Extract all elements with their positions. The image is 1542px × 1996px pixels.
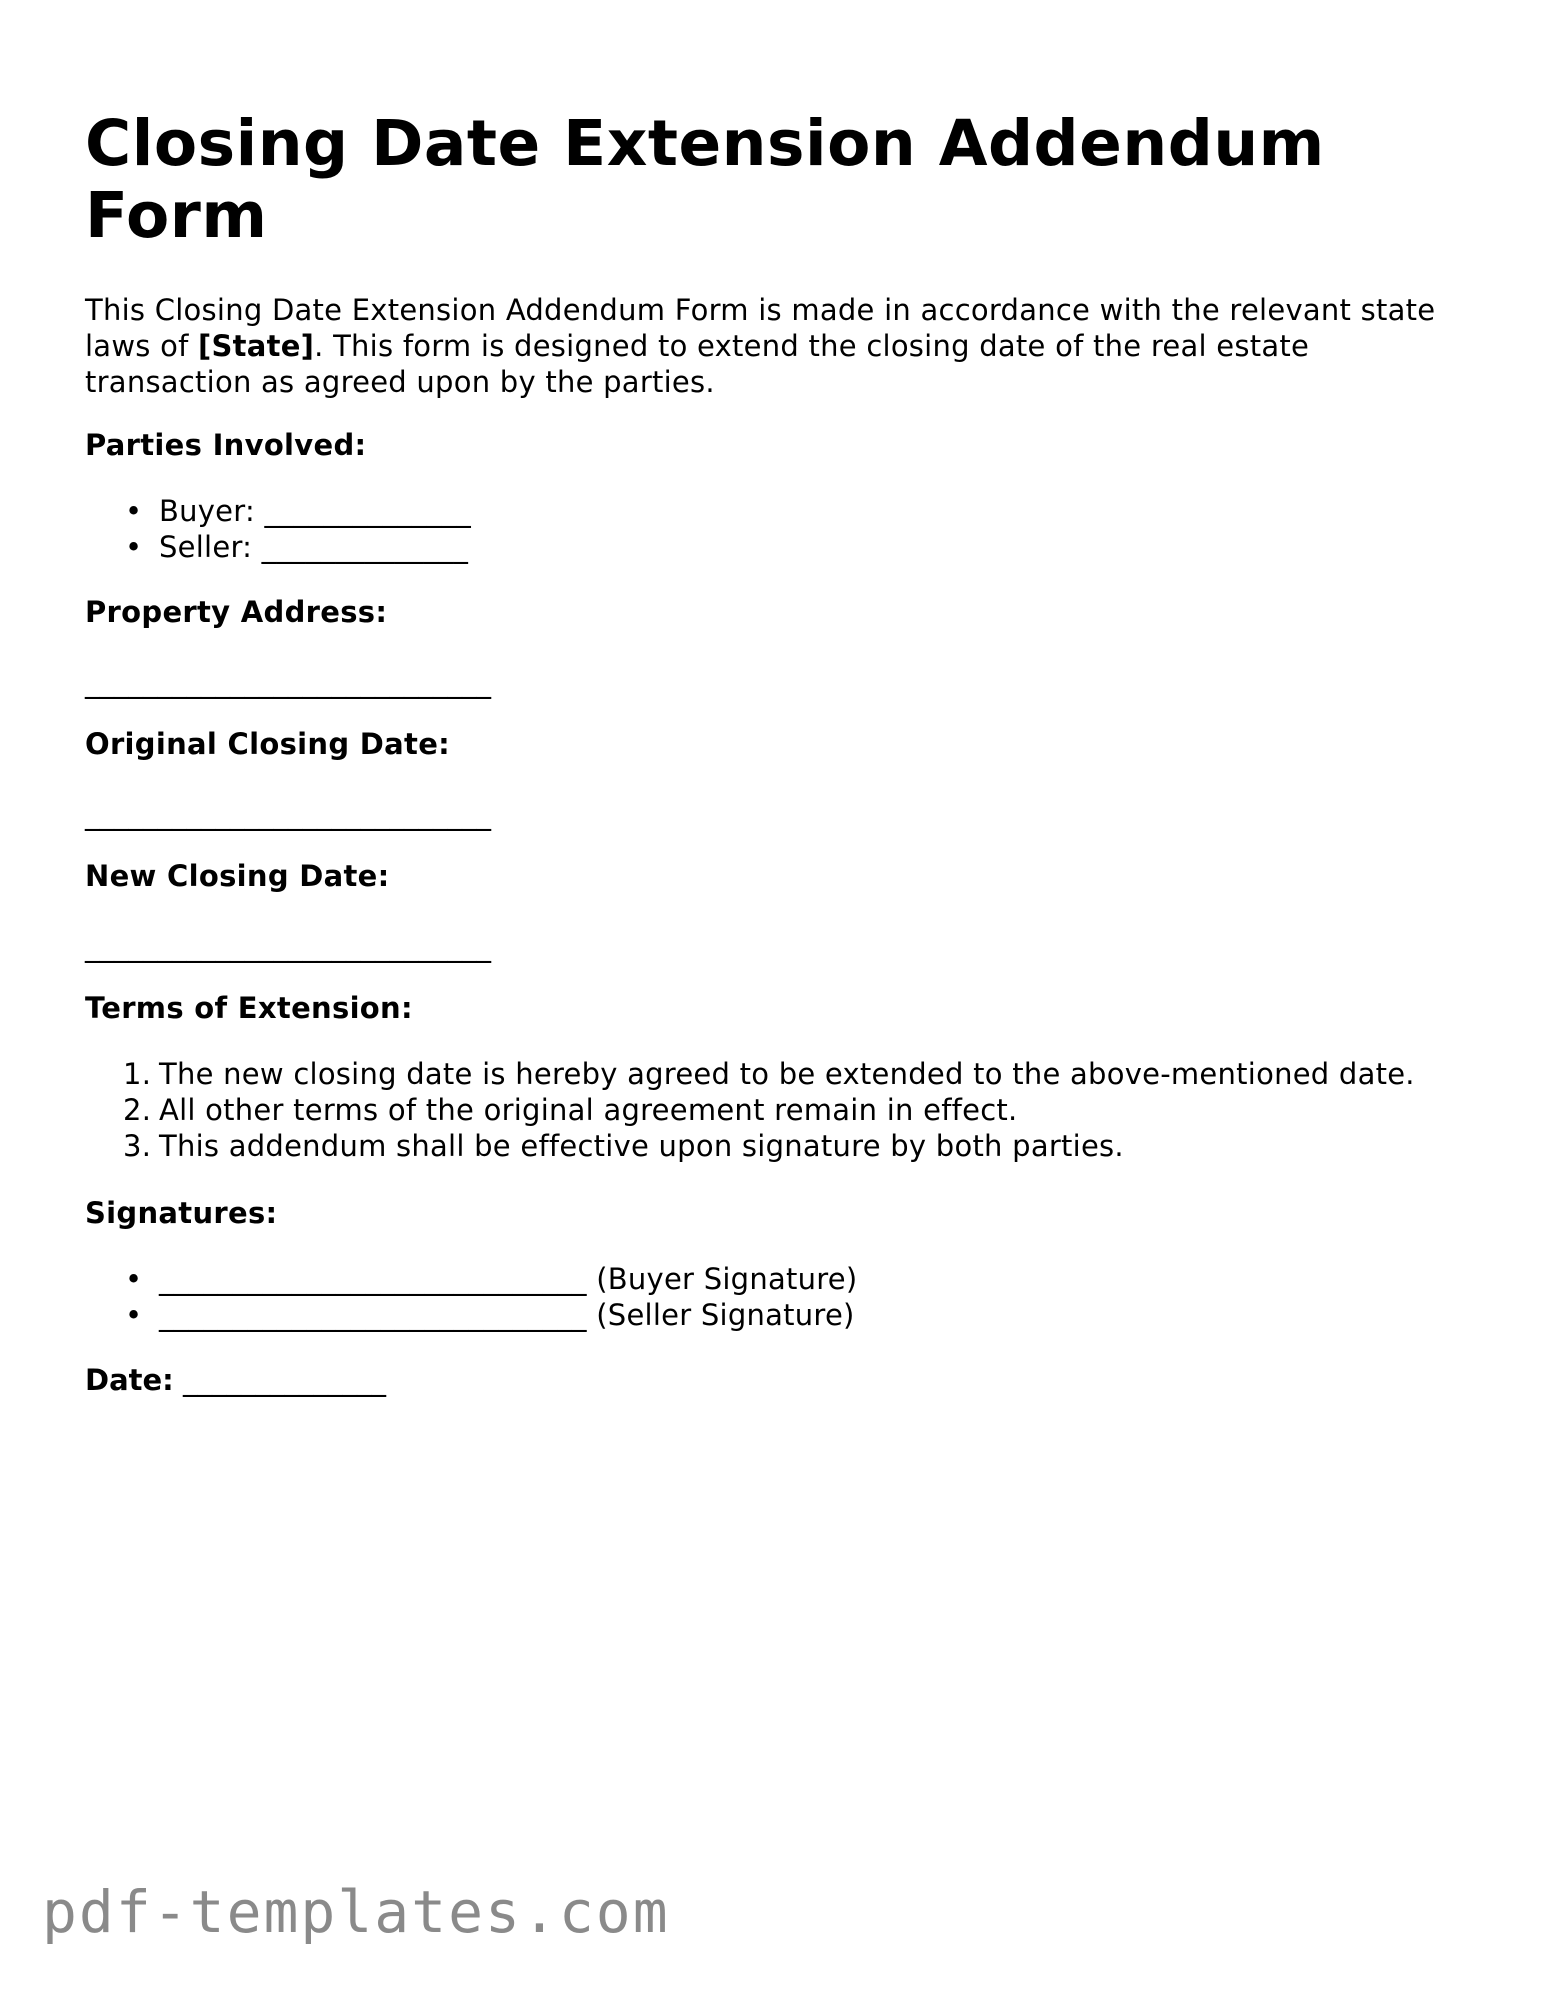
terms-item-text: The new closing date is hereby agreed to be extended to the above-mentioned date. xyxy=(159,1057,1415,1091)
terms-item-text: All other terms of the original agreement remain in effect. xyxy=(159,1093,1018,1127)
seller-name-field[interactable]: ______________ xyxy=(261,530,469,564)
state-placeholder: [State] xyxy=(198,329,315,363)
terms-item-number: 3. xyxy=(123,1129,152,1163)
terms-item-text: This addendum shall be effective upon signature by both parties. xyxy=(159,1129,1124,1163)
signatures-heading: Signatures: xyxy=(85,1196,278,1230)
intro-text-end: . This form is designed to extend the closing date of the real estate transaction as agreed upon by the parties. xyxy=(85,329,1310,399)
property-address-field[interactable]: ____________________________ xyxy=(85,665,491,699)
new-closing-date-field[interactable]: ____________________________ xyxy=(85,929,491,963)
party-seller-label: Seller: xyxy=(159,530,253,564)
original-closing-date-field[interactable]: ____________________________ xyxy=(85,797,491,831)
date-row xyxy=(85,1362,386,1398)
party-buyer xyxy=(85,493,471,529)
property-address-heading: Property Address: xyxy=(85,595,388,629)
bullet-icon: • xyxy=(125,1298,143,1332)
buyer-name-field[interactable]: ______________ xyxy=(264,494,471,528)
date-label: Date: xyxy=(85,1363,174,1397)
seller-signature-field[interactable]: _____________________________ xyxy=(159,1298,587,1332)
bullet-icon: • xyxy=(125,494,143,528)
party-buyer-label: Buyer: xyxy=(159,494,255,528)
party-seller xyxy=(85,529,471,565)
parties-heading: Parties Involved: xyxy=(85,428,367,462)
intro-text-start: This Closing Date Extension Addendum Form is made in accordance with the relevant state laws of xyxy=(85,293,1436,363)
terms-item-number: 1. xyxy=(123,1057,152,1091)
buyer-signature-label: (Buyer Signature) xyxy=(596,1262,858,1296)
intro-paragraph xyxy=(85,292,1465,400)
buyer-signature-field[interactable]: _____________________________ xyxy=(159,1262,587,1296)
date-field[interactable]: ______________ xyxy=(183,1363,386,1397)
seller-signature-label: (Seller Signature) xyxy=(596,1298,855,1332)
buyer-signature-item xyxy=(85,1261,857,1297)
terms-item-number: 2. xyxy=(123,1093,152,1127)
seller-signature-item xyxy=(85,1297,857,1333)
terms-item xyxy=(85,1092,1415,1128)
terms-item xyxy=(85,1056,1415,1092)
terms-list xyxy=(85,1056,1415,1164)
bullet-icon: • xyxy=(125,1262,143,1296)
document-title: Closing Date Extension Addendum Form xyxy=(85,107,1325,252)
new-closing-date-heading: New Closing Date: xyxy=(85,859,390,893)
bullet-icon: • xyxy=(125,530,143,564)
signatures-list xyxy=(85,1261,857,1333)
watermark: pdf-templates.com xyxy=(42,1878,670,1946)
terms-heading: Terms of Extension: xyxy=(85,991,413,1025)
parties-list xyxy=(85,493,471,565)
terms-item xyxy=(85,1128,1415,1164)
original-closing-date-heading: Original Closing Date: xyxy=(85,727,451,761)
